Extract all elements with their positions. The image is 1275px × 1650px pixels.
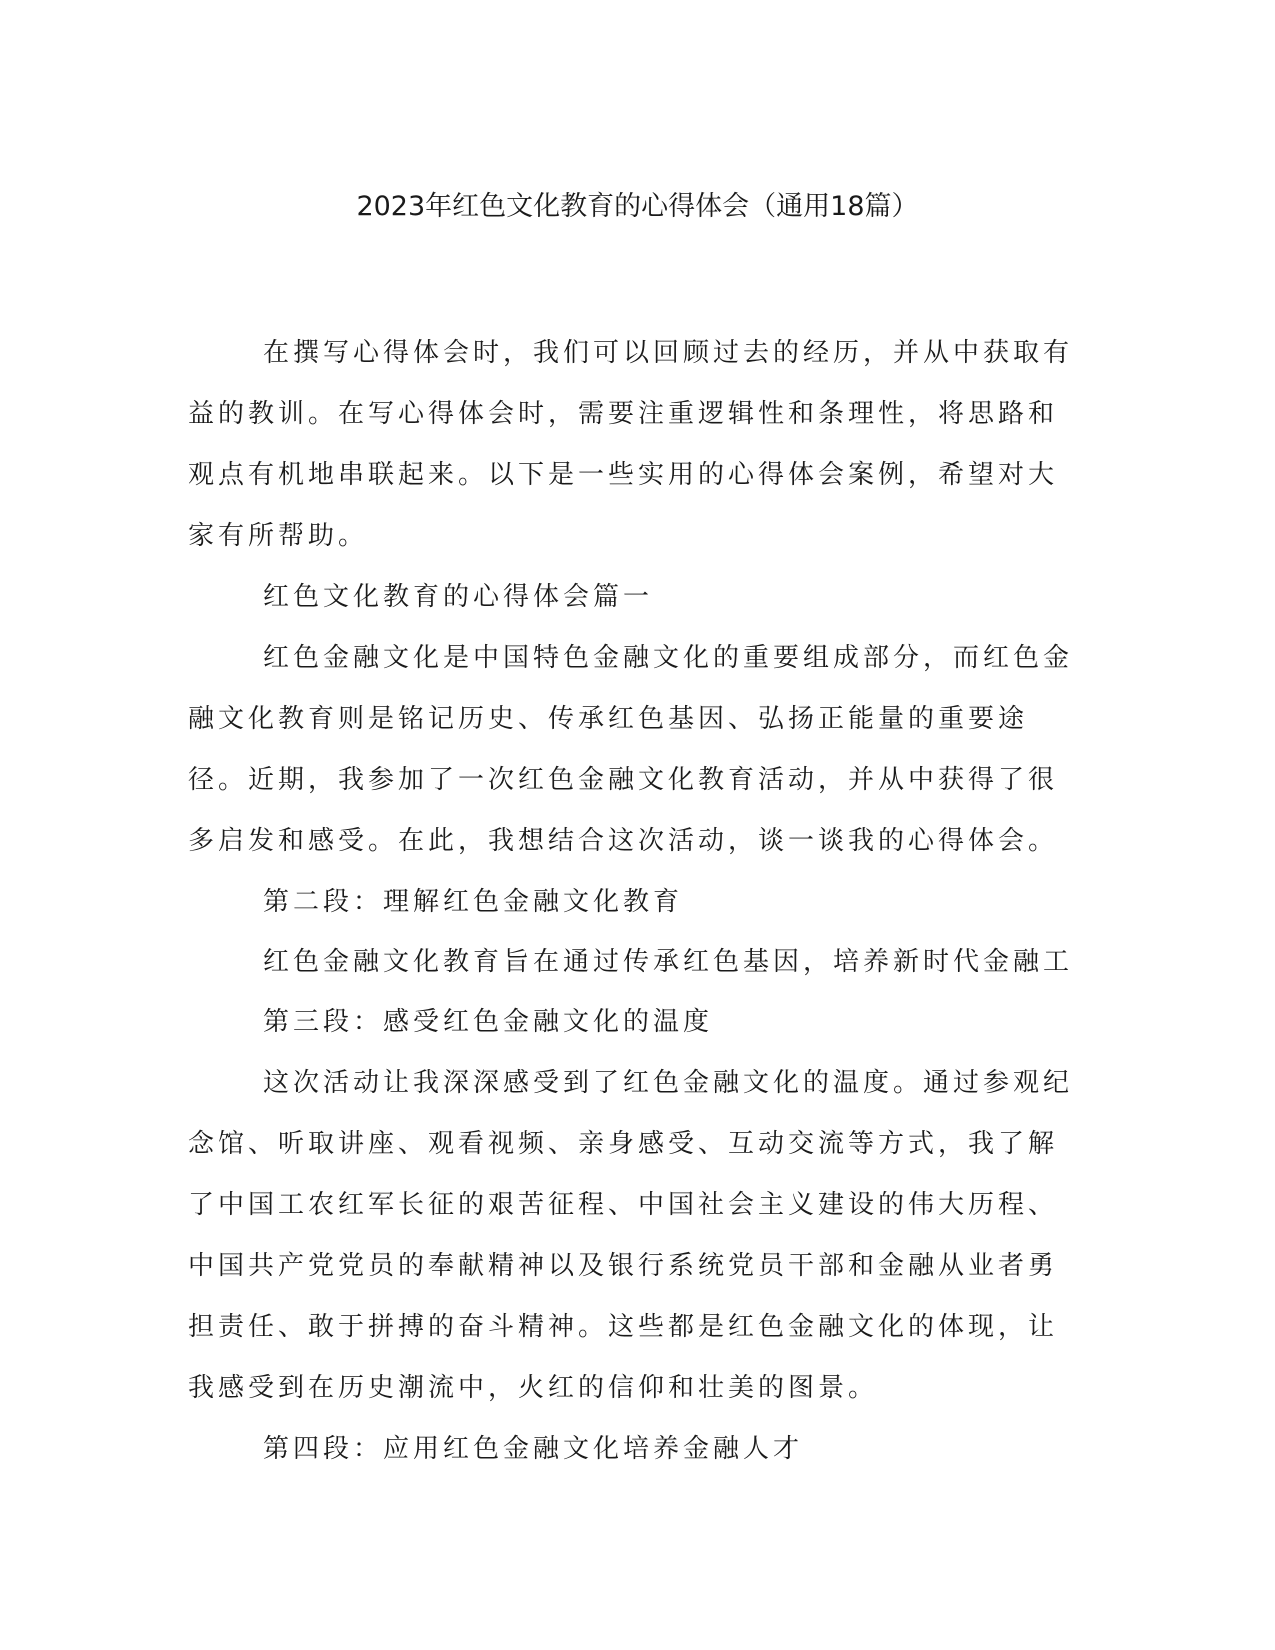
document-body [188,323,1078,1480]
paragraph-understanding: 红色金融文化教育旨在通过传承红色基因，培养新时代金融工 [263,947,1074,977]
section-heading-fourth: 第四段：应用红色金融文化培养金融人才 [263,1434,804,1464]
section-heading-second: 第二段：理解红色金融文化教育 [263,887,684,917]
document-title: 2023年红色文化教育的心得体会（通用18篇） [356,191,919,222]
paragraph-red-finance-culture: 红色金融文化是中国特色金融文化的重要组成部分，而红色金融文化教育则是铭记历史、传承红色基因、弘扬正能量的重要途径。近期，我参加了一次红色金融文化教育活动，并从中获得了很多启发和感受。在此，我想结合这次活动，谈一谈我的心得体会。 [188,643,1074,856]
section-heading-third: 第三段：感受红色金融文化的温度 [263,1007,714,1037]
section-heading-part-one: 红色文化教育的心得体会篇一 [263,582,654,612]
intro-paragraph: 在撰写心得体会时，我们可以回顾过去的经历，并从中获取有益的教训。在写心得体会时，需要注重逻辑性和条理性，将思路和观点有机地串联起来。以下是一些实用的心得体会案例，希望对大家有所帮助。 [188,338,1074,551]
paragraph-warmth: 这次活动让我深深感受到了红色金融文化的温度。通过参观纪念馆、听取讲座、观看视频、亲身感受、互动交流等方式，我了解了中国工农红军长征的艰苦征程、中国社会主义建设的伟大历程、中国共产党党员的奉献精神以及银行系统党员干部和金融从业者勇担责任、敢于拼搏的奋斗精神。这些都是红色金融文化的体现，让我感受到在历史潮流中，火红的信仰和壮美的图景。 [188,1068,1074,1403]
